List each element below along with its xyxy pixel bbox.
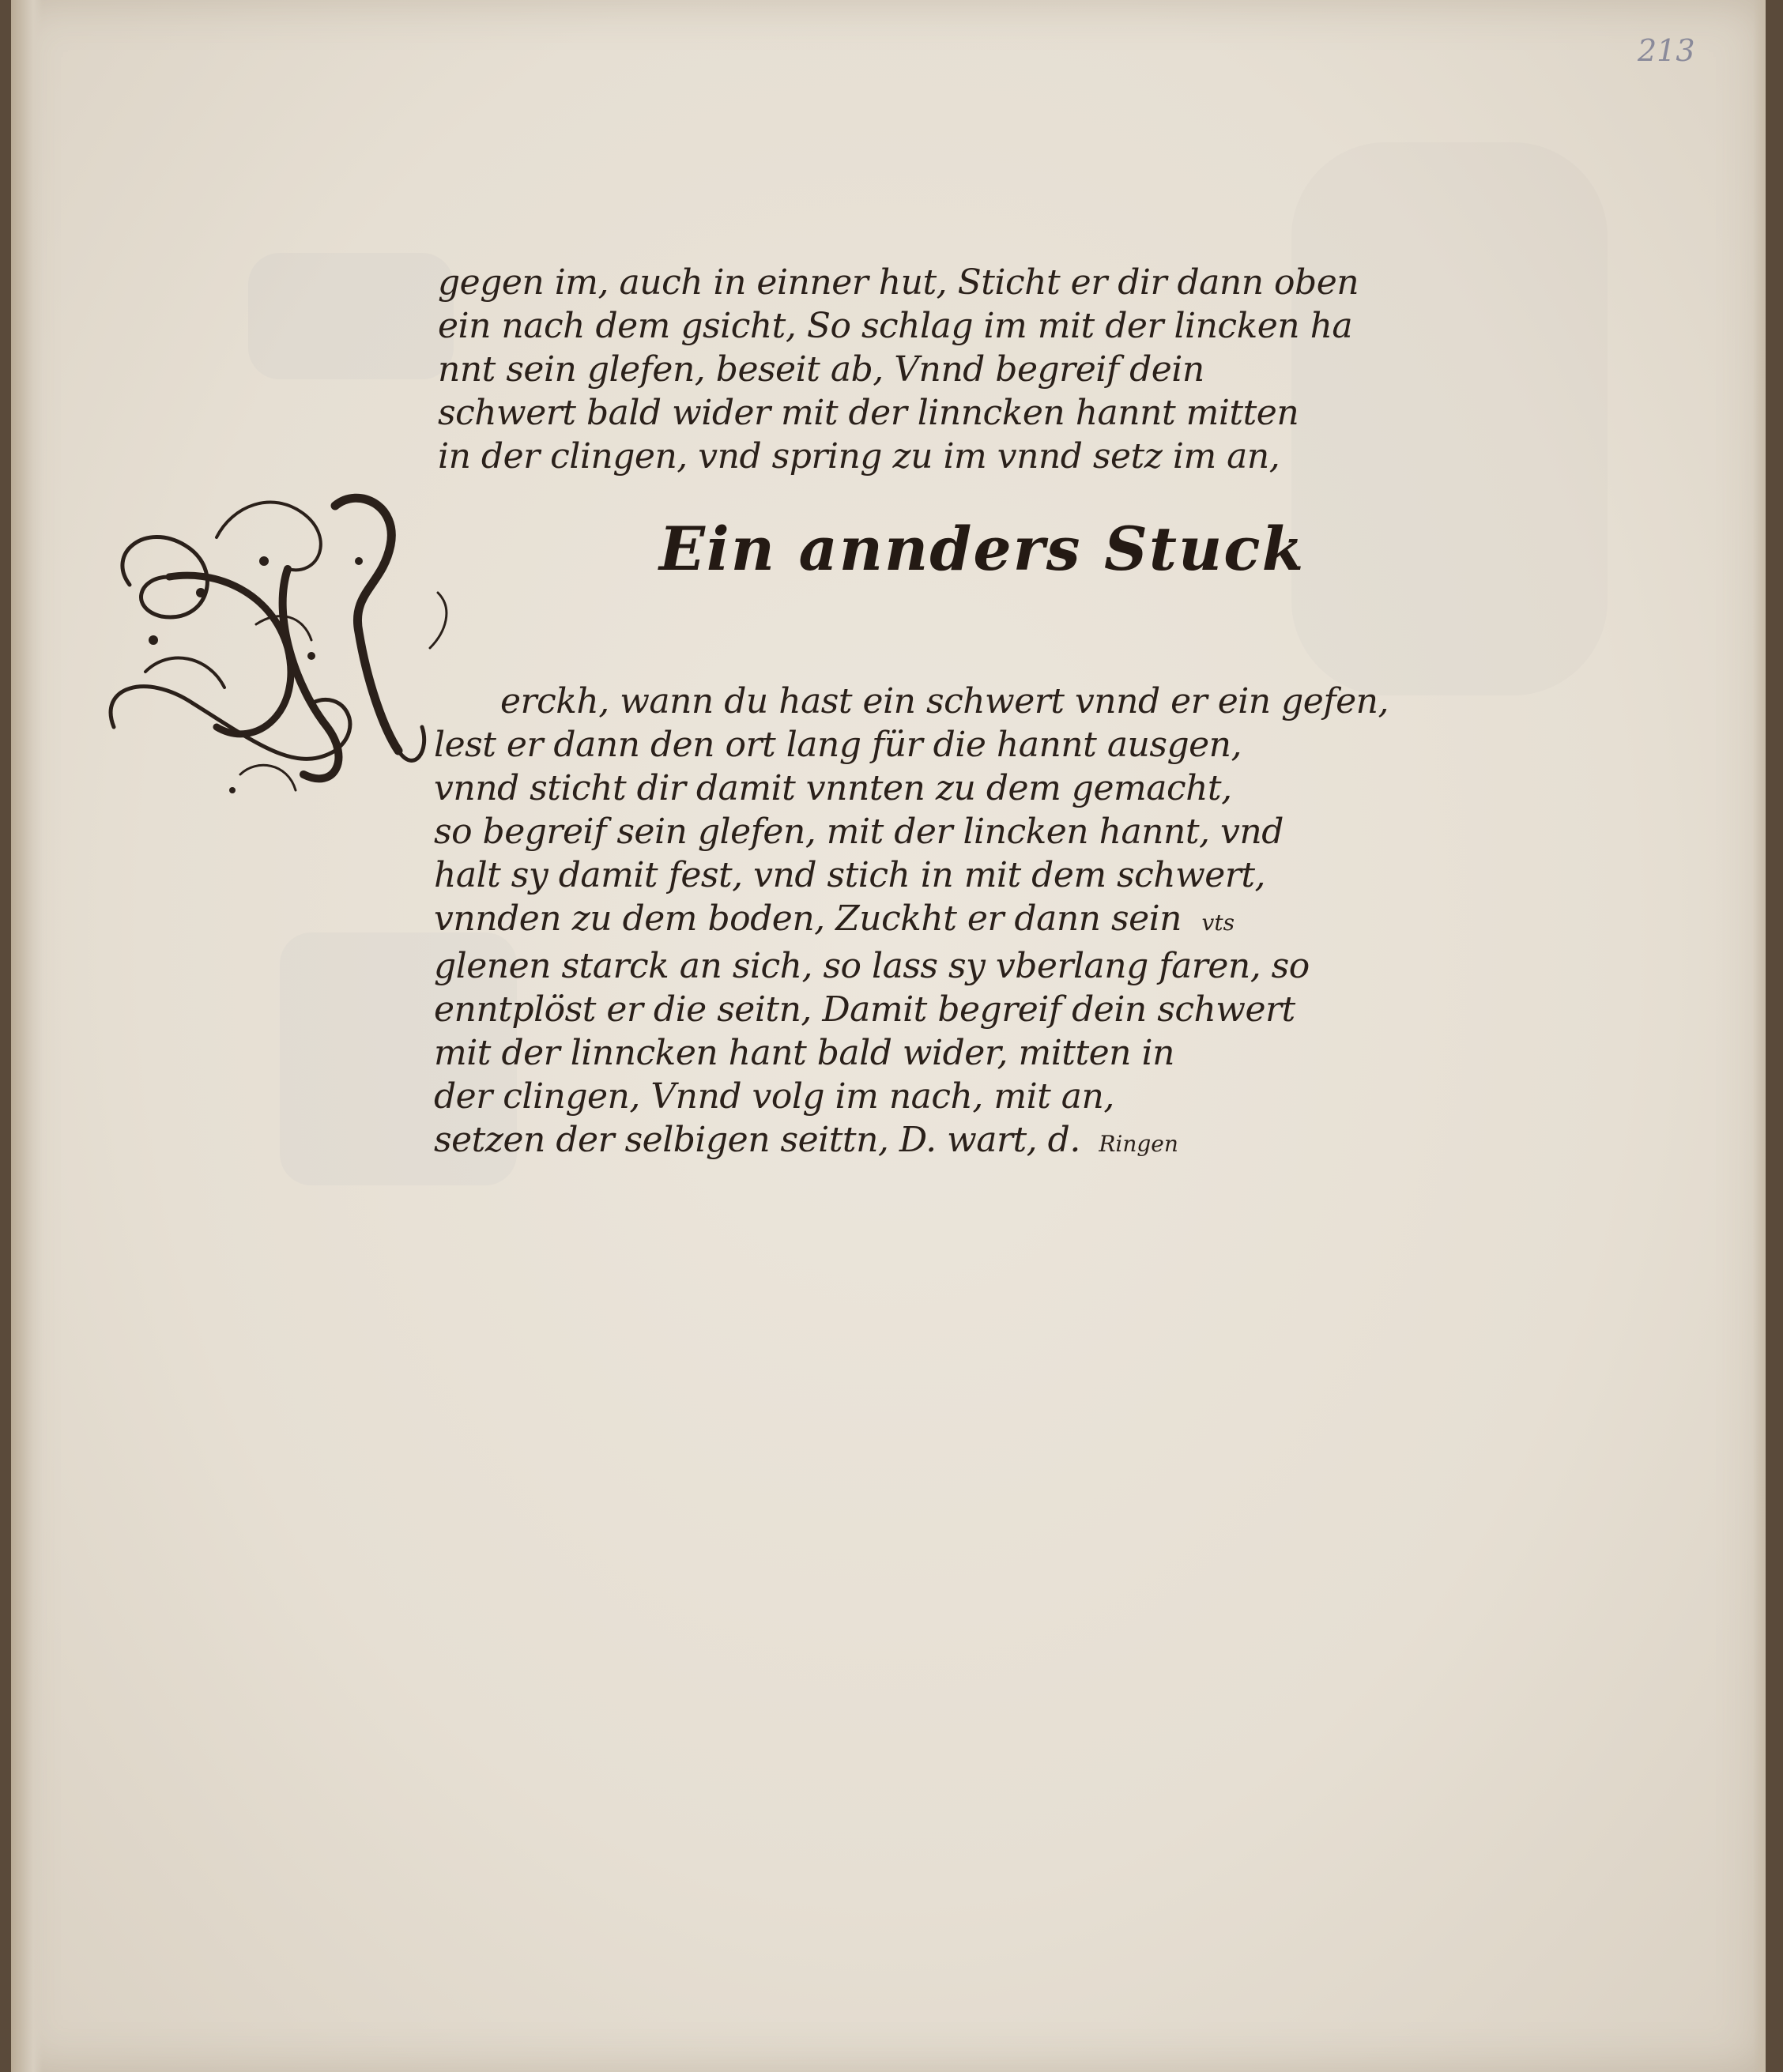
text-line: gegen im, auch in einner hut, Sticht er dir dann oben	[438, 262, 1359, 303]
folio-number: 213	[1638, 33, 1695, 68]
paragraph-1	[438, 261, 1359, 478]
text-line: lest er dann den ort lang für die hannt ausgen,	[434, 725, 1242, 765]
text-line: halt sy damit fest, vnd stich in mit dem schwert,	[434, 855, 1266, 895]
text-line-content: setzen der selbigen seittn, D. wart, d.	[434, 1120, 1080, 1160]
text-line: in der clingen, vnd spring zu im vnnd setz im an,	[438, 436, 1280, 477]
decorated-initial-m	[98, 490, 454, 822]
text-line: nnt sein glefen, beseit ab, Vnnd begreif dein	[438, 349, 1204, 390]
text-line	[434, 672, 1389, 723]
text-line	[434, 1118, 1389, 1166]
text-line-content: erckh, wann du hast ein schwert vnnd er ein gefen,	[500, 681, 1389, 721]
annotation-note: Ringen	[1099, 1131, 1178, 1157]
text-line: schwert bald wider mit der linncken hannt mitten	[438, 393, 1299, 433]
text-line: ein nach dem gsicht, So schlag im mit der lincken ha	[438, 306, 1353, 346]
text-line	[434, 897, 1389, 944]
text-line: vnnd sticht dir damit vnnten zu dem gemacht,	[434, 768, 1232, 808]
paragraph-2	[434, 672, 1389, 1166]
text-line-content: vnnden zu dem boden, Zuckht er dann sein	[434, 898, 1182, 939]
text-line: der clingen, Vnnd volg im nach, mit an,	[434, 1076, 1114, 1117]
binding-gutter	[11, 0, 43, 2072]
text-line: so begreif sein glefen, mit der lincken hannt, vnd	[434, 812, 1284, 852]
text-line: glenen starck an sich, so lass sy vberlang faren, so	[434, 946, 1310, 986]
manuscript-page	[11, 0, 1766, 2072]
text-line: enntplöst er die seitn, Damit begreif dein schwert	[434, 989, 1295, 1030]
text-line: mit der linncken hant bald wider, mitten in	[434, 1033, 1174, 1073]
section-heading: Ein annders Stuck	[659, 514, 1306, 584]
show-through-shading	[248, 253, 454, 379]
margin-mark: vts	[1201, 910, 1235, 936]
page-edge	[1753, 0, 1766, 2072]
